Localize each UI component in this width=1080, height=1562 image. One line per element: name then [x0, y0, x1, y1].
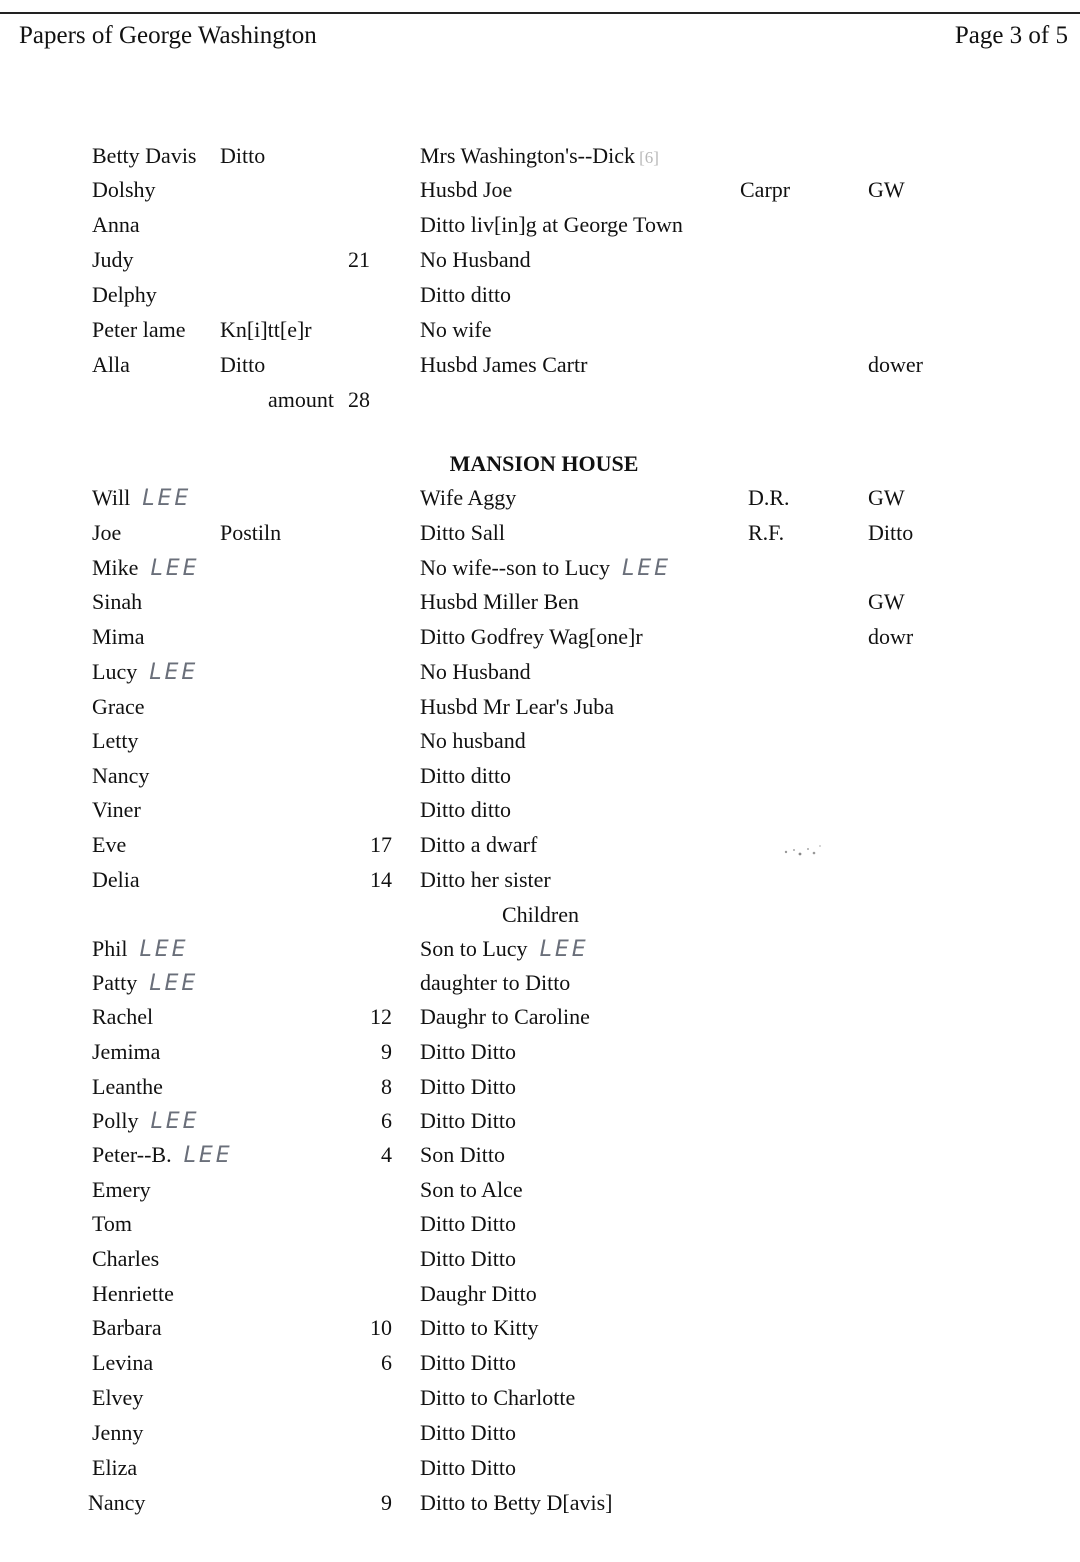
name-cell: Betty Davis	[92, 143, 197, 168]
name-cell	[92, 1104, 200, 1139]
name-cell: Elvey	[92, 1385, 144, 1410]
note-cell: Ditto ditto	[420, 797, 512, 822]
table-row	[0, 1242, 1080, 1276]
note-cell: Ditto Ditto	[420, 1246, 516, 1271]
table-row	[0, 1000, 1080, 1034]
table-row	[0, 139, 1080, 173]
name-cell: Levina	[92, 1350, 154, 1375]
handwritten-lee-annotation: LEE	[149, 971, 199, 996]
name-cell: Dolshy	[92, 177, 156, 202]
owner-cell: dower	[868, 352, 923, 377]
owner-cell: GW	[868, 589, 905, 614]
table-row	[0, 1173, 1080, 1207]
name-text: Will	[92, 485, 131, 510]
table-row	[0, 1104, 1080, 1138]
note-cell: No Husband	[420, 659, 531, 684]
scan-speck	[778, 840, 828, 864]
note-cell: Husbd Mr Lear's Juba	[420, 694, 614, 719]
note-cell	[420, 551, 671, 586]
note-cell: Husbd Miller Ben	[420, 589, 579, 614]
table-row	[0, 516, 1080, 550]
table-row	[0, 655, 1080, 689]
amount-value: 28	[348, 387, 370, 412]
location-cell: R.F.	[748, 520, 785, 545]
name-cell: Eve	[92, 832, 127, 857]
occupation-cell: Kn[i]tt[e]r	[220, 317, 312, 342]
table-row	[0, 863, 1080, 897]
table-row	[0, 348, 1080, 382]
table-row	[0, 481, 1080, 515]
table-row	[0, 759, 1080, 793]
note-cell: No Husband	[420, 247, 531, 272]
note-cell: Ditto a dwarf	[420, 832, 538, 857]
name-cell	[92, 966, 198, 1001]
table-row	[0, 243, 1080, 277]
table-row	[0, 1381, 1080, 1415]
table-row	[0, 1311, 1080, 1345]
name-cell: Peter lame	[92, 317, 186, 342]
note-cell: Ditto liv[in]g at George Town	[420, 212, 683, 237]
note-cell: Husbd James Cartr	[420, 352, 588, 377]
age-cell: 9	[381, 1490, 392, 1515]
age-cell: 12	[370, 1004, 392, 1029]
note-text: Son to Lucy	[420, 936, 528, 961]
table-row	[0, 828, 1080, 862]
owner-cell: Ditto	[868, 520, 914, 545]
name-cell: Leanthe	[92, 1074, 163, 1099]
name-cell: Henriette	[92, 1281, 174, 1306]
note-cell: Son to Alce	[420, 1177, 523, 1202]
owner-cell: GW	[868, 177, 905, 202]
occupation-cell: Ditto	[220, 143, 266, 168]
occupation-cell: Postiln	[220, 520, 282, 545]
note-cell: No husband	[420, 728, 526, 753]
note-cell: Ditto to Betty D[avis]	[420, 1490, 613, 1515]
name-cell: Delia	[92, 867, 140, 892]
handwritten-lee-annotation: LEE	[622, 556, 672, 581]
age-cell: 6	[381, 1108, 392, 1133]
table-row	[0, 1451, 1080, 1485]
table-row	[0, 620, 1080, 654]
note-cell: Ditto Ditto	[420, 1455, 516, 1480]
handwritten-lee-annotation: LEE	[183, 1143, 233, 1168]
note-cell: Wife Aggy	[420, 485, 517, 510]
name-cell: Delphy	[92, 282, 157, 307]
table-row	[0, 173, 1080, 207]
handwritten-lee-annotation: LEE	[139, 937, 189, 962]
occupation-cell: Ditto	[220, 352, 266, 377]
location-cell: D.R.	[748, 485, 790, 510]
table-row	[0, 724, 1080, 758]
age-cell: 10	[370, 1315, 392, 1340]
table-row	[0, 278, 1080, 312]
table-row	[0, 793, 1080, 827]
name-cell: Jemima	[92, 1039, 161, 1064]
name-text: Polly	[92, 1108, 139, 1133]
note-cell: Husbd Joe	[420, 177, 513, 202]
name-cell: Grace	[92, 694, 145, 719]
table-row	[0, 1138, 1080, 1172]
handwritten-lee-annotation: LEE	[539, 937, 589, 962]
note-cell: Daughr to Caroline	[420, 1004, 590, 1029]
age-cell: 17	[370, 832, 392, 857]
table-row	[0, 1416, 1080, 1450]
name-text: Patty	[92, 970, 138, 995]
note-cell: Ditto Ditto	[420, 1074, 516, 1099]
owner-cell: dowr	[868, 624, 914, 649]
name-cell: Viner	[92, 797, 141, 822]
note-cell: Ditto Ditto	[420, 1108, 516, 1133]
note-cell: Ditto ditto	[420, 763, 512, 788]
note-cell: Ditto Sall	[420, 520, 505, 545]
table-row	[0, 313, 1080, 347]
name-cell: Barbara	[92, 1315, 162, 1340]
age-cell: 6	[381, 1350, 392, 1375]
age-cell: 8	[381, 1074, 392, 1099]
name-cell: Nancy	[92, 763, 150, 788]
table-row	[0, 932, 1080, 966]
note-cell: Ditto to Kitty	[420, 1315, 539, 1340]
table-row	[0, 1207, 1080, 1241]
age-cell: 21	[348, 247, 370, 272]
name-cell: Judy	[92, 247, 134, 272]
handwritten-lee-annotation: LEE	[142, 486, 192, 511]
table-row	[0, 1070, 1080, 1104]
table-row	[0, 585, 1080, 619]
table-row	[0, 966, 1080, 1000]
handwritten-lee-annotation: LEE	[149, 660, 199, 685]
top-rule	[0, 12, 1080, 14]
note-cell	[420, 139, 659, 175]
name-text: Mike	[92, 555, 139, 580]
name-cell: Emery	[92, 1177, 151, 1202]
name-text: Peter--B.	[92, 1142, 172, 1167]
page-indicator: Page 3 of 5	[954, 22, 1068, 49]
note-cell: Son Ditto	[420, 1142, 505, 1167]
note-cell: Ditto Ditto	[420, 1420, 516, 1445]
name-cell: Tom	[92, 1211, 133, 1236]
amount-row	[0, 383, 1080, 417]
note-cell: Ditto Ditto	[420, 1211, 516, 1236]
name-cell	[92, 655, 198, 690]
children-subheading: Children	[502, 902, 579, 927]
amount-label: amount	[268, 387, 334, 412]
table-row	[0, 690, 1080, 724]
table-row	[0, 1486, 1080, 1520]
handwritten-lee-annotation: LEE	[150, 556, 200, 581]
name-cell: Charles	[92, 1246, 160, 1271]
note-cell: No wife	[420, 317, 492, 342]
name-cell: Alla	[92, 352, 130, 377]
note-cell: Ditto Godfrey Wag[one]r	[420, 624, 643, 649]
table-row	[0, 551, 1080, 585]
name-cell	[92, 481, 191, 516]
name-cell: Mima	[92, 624, 145, 649]
footnote-marker: [6]	[639, 148, 659, 167]
table-row	[0, 1035, 1080, 1069]
note-cell: Ditto her sister	[420, 867, 551, 892]
location-cell: Carpr	[740, 177, 791, 202]
name-cell	[92, 551, 200, 586]
note-cell: Ditto Ditto	[420, 1350, 516, 1375]
name-cell: Nancy	[88, 1490, 146, 1515]
note-text: No wife--son to Lucy	[420, 555, 611, 580]
note-cell: Daughr Ditto	[420, 1281, 537, 1306]
note-text: Mrs Washington's--Dick	[420, 143, 636, 168]
note-cell	[420, 932, 589, 967]
owner-cell: GW	[868, 485, 905, 510]
table-row	[0, 208, 1080, 242]
name-cell: Anna	[92, 212, 140, 237]
note-cell: daughter to Ditto	[420, 970, 571, 995]
name-cell	[92, 932, 189, 967]
age-cell: 9	[381, 1039, 392, 1064]
age-cell: 14	[370, 867, 392, 892]
section-title: MANSION HOUSE	[449, 451, 639, 476]
note-cell: Ditto ditto	[420, 282, 512, 307]
handwritten-lee-annotation: LEE	[150, 1109, 200, 1134]
age-cell: 4	[381, 1142, 392, 1167]
name-cell: Joe	[92, 520, 122, 545]
name-text: Lucy	[92, 659, 138, 684]
table-row	[0, 1277, 1080, 1311]
note-cell: Ditto Ditto	[420, 1039, 516, 1064]
document-title: Papers of George Washington	[19, 22, 317, 49]
note-cell: Ditto to Charlotte	[420, 1385, 576, 1410]
name-cell: Jenny	[92, 1420, 144, 1445]
name-text: Phil	[92, 936, 128, 961]
name-cell: Rachel	[92, 1004, 154, 1029]
name-cell	[92, 1138, 233, 1173]
name-cell: Sinah	[92, 589, 143, 614]
table-row	[0, 1346, 1080, 1380]
name-cell: Eliza	[92, 1455, 138, 1480]
name-cell: Letty	[92, 728, 139, 753]
